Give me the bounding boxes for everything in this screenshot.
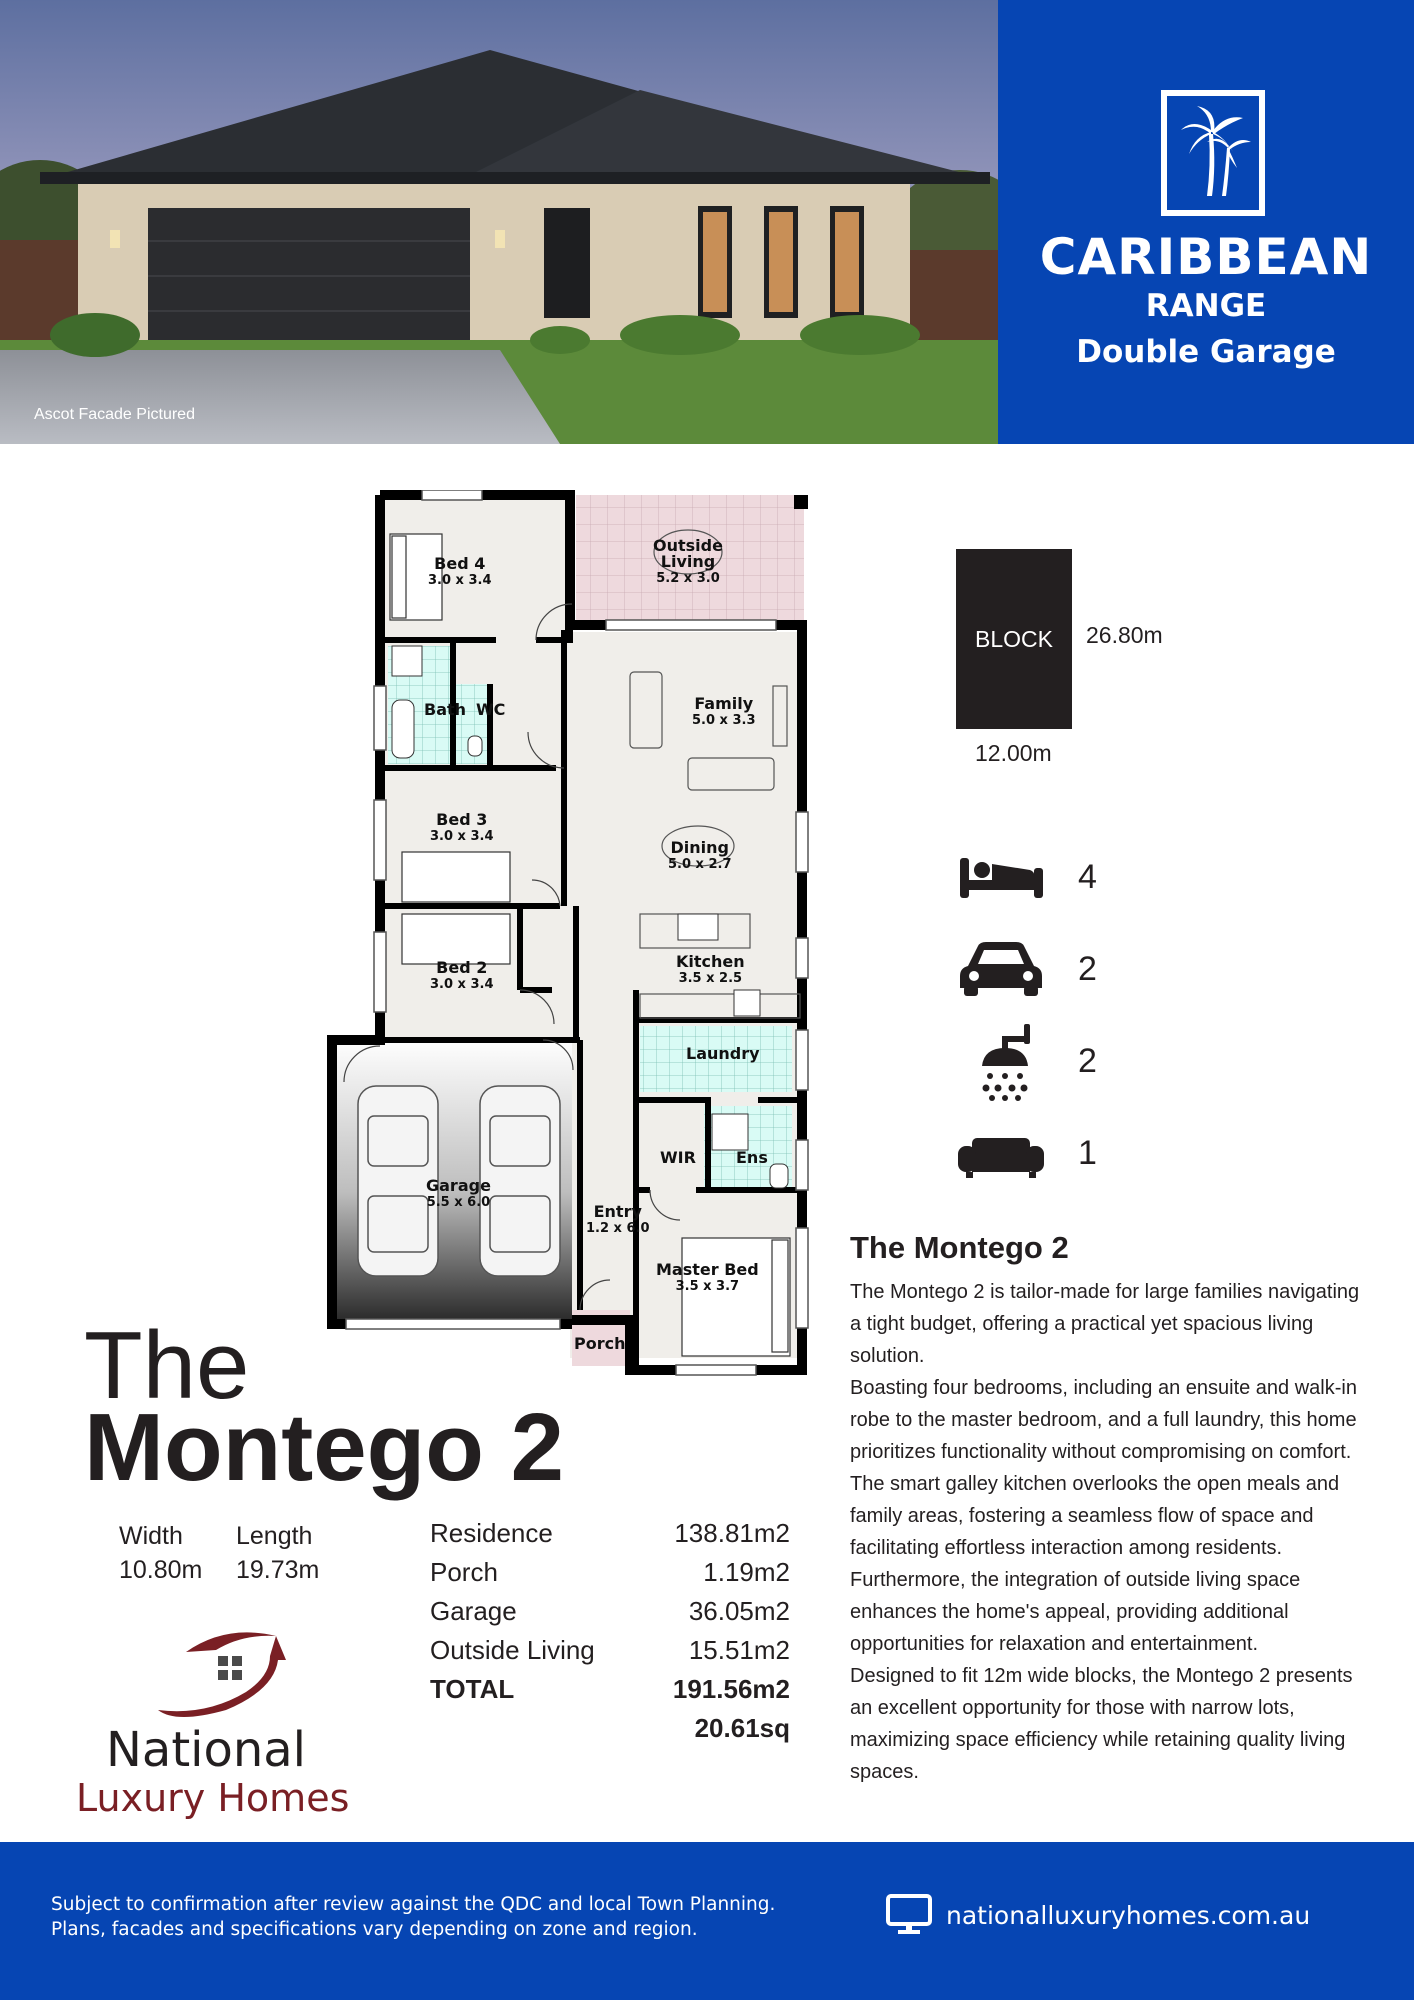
room-family: Family 5.0 x 3.3 — [692, 694, 756, 728]
area-value: 191.56m2 — [672, 1674, 790, 1704]
floor-plan-drawing — [318, 490, 818, 1380]
range-label: RANGE — [1145, 288, 1267, 324]
company-logo — [76, 1620, 366, 1820]
footer — [0, 1842, 1414, 2000]
room-wir: WIR — [660, 1148, 696, 1167]
sofa-icon — [954, 1122, 1048, 1182]
description-title: The Montego 2 — [850, 1230, 1069, 1265]
area-label: Porch — [430, 1557, 498, 1587]
area-label: Garage — [430, 1596, 517, 1626]
disclaimer-line-2: Plans, facades and specifications vary depending on zone and region. — [51, 1919, 698, 1940]
feature-living — [954, 1122, 1154, 1182]
width-label: Width — [119, 1522, 183, 1550]
area-value: 15.51m2 — [688, 1635, 790, 1665]
area-label: TOTAL — [430, 1674, 515, 1704]
block-diagram — [956, 549, 1072, 729]
feature-garage — [954, 938, 1154, 998]
website-url[interactable]: nationalluxuryhomes.com.au — [946, 1900, 1311, 1930]
length-spec — [236, 1520, 319, 1588]
area-row-squares — [430, 1713, 790, 1752]
logo-wordmark-line1: National — [106, 1722, 307, 1778]
area-row-total — [430, 1674, 790, 1713]
description-body — [850, 1276, 1370, 1788]
room-garage: Garage 5.5 x 6.0 — [426, 1176, 491, 1210]
block-width: 12.00m — [975, 740, 1052, 766]
area-table — [430, 1518, 790, 1752]
room-dining: Dining 5.0 x 2.7 — [668, 838, 732, 872]
feature-bedrooms — [954, 846, 1154, 906]
logo-wordmark-line2: Luxury Homes — [76, 1776, 350, 1820]
room-bed-4: Bed 4 3.0 x 3.4 — [428, 554, 492, 588]
bed-icon — [954, 846, 1048, 906]
length-value: 19.73m — [236, 1555, 320, 1584]
room-entry: Entry 1.2 x 6.0 — [586, 1202, 650, 1236]
width-spec — [119, 1520, 202, 1588]
room-wc: WC — [476, 700, 506, 719]
area-label: Residence — [430, 1518, 553, 1548]
description-paragraph: The Montego 2 is tailor-made for large families navigating a tight budget, offering a practical yet spacious living solution. — [850, 1281, 1360, 1367]
room-outside-living: Outside Living 5.2 x 3.0 — [653, 536, 723, 586]
area-value: 36.05m2 — [688, 1596, 790, 1626]
floor-plan — [318, 490, 818, 1380]
hero-banner — [0, 0, 1414, 444]
area-value: 138.81m2 — [674, 1518, 790, 1548]
block-depth: 26.80m — [1086, 622, 1163, 648]
living-count: 1 — [1078, 1134, 1097, 1172]
description-paragraph: The smart galley kitchen overlooks the open meals and family areas, fostering a seamless flow of space and facilitating effortless interaction among residents. Furthermore, the integration of outside living space enhances the home's appeal, providing additional opportunities for relaxation and entertainment. — [850, 1473, 1340, 1655]
area-row-outside-living — [430, 1635, 790, 1674]
plan-title: Montego 2 — [84, 1394, 564, 1501]
car-icon — [954, 938, 1048, 998]
monitor-icon — [886, 1894, 932, 1936]
room-porch: Porch — [574, 1334, 626, 1353]
palm-tree-icon — [1161, 90, 1265, 216]
description-paragraph: Designed to fit 12m wide blocks, the Montego 2 presents an excellent opportunity for those with narrow lots, maximizing space efficiency while retaining quality living spaces. — [850, 1665, 1353, 1783]
facade-illustration — [0, 0, 998, 444]
area-value: 1.19m2 — [703, 1557, 790, 1587]
block-label: BLOCK — [975, 625, 1053, 652]
area-row-garage — [430, 1596, 790, 1635]
area-row-porch — [430, 1557, 790, 1596]
room-master-bed: Master Bed 3.5 x 3.7 — [656, 1260, 759, 1294]
disclaimer-line-1: Subject to confirmation after review against the QDC and local Town Planning. — [51, 1894, 776, 1915]
room-bath: Bath — [424, 700, 467, 719]
length-label: Length — [236, 1522, 313, 1550]
area-row-residence — [430, 1518, 790, 1557]
room-bed-3: Bed 3 3.0 x 3.4 — [430, 810, 494, 844]
bathrooms-count: 2 — [1078, 1042, 1097, 1080]
house-facade-photo — [0, 0, 998, 444]
plan-title-prefix: The — [84, 1312, 250, 1419]
shower-icon — [954, 1022, 1048, 1102]
room-bed-2: Bed 2 3.0 x 3.4 — [430, 958, 494, 992]
area-label: Outside Living — [430, 1635, 595, 1665]
width-value: 10.80m — [119, 1555, 203, 1584]
footer-disclaimer — [51, 1892, 775, 1942]
house-logo-icon — [146, 1620, 326, 1720]
room-ens: Ens — [736, 1148, 768, 1167]
area-value: 20.61sq — [694, 1713, 790, 1743]
brand-panel — [998, 0, 1414, 444]
bedrooms-count: 4 — [1078, 858, 1097, 896]
photo-caption: Ascot Facade Pictured — [34, 406, 195, 423]
garage-count: 2 — [1078, 950, 1097, 988]
room-laundry: Laundry — [686, 1044, 760, 1063]
feature-bathrooms — [954, 1022, 1154, 1102]
range-title: CARIBBEAN — [1039, 228, 1373, 286]
website-link[interactable] — [886, 1892, 1310, 1938]
description-paragraph: Boasting four bedrooms, including an ensuite and walk-in robe to the master bedroom, and a full laundry, this home prioritizes functionality without compromising on comfort. — [850, 1377, 1357, 1463]
room-kitchen: Kitchen 3.5 x 2.5 — [676, 952, 745, 986]
range-subtitle: Double Garage — [1076, 334, 1336, 370]
